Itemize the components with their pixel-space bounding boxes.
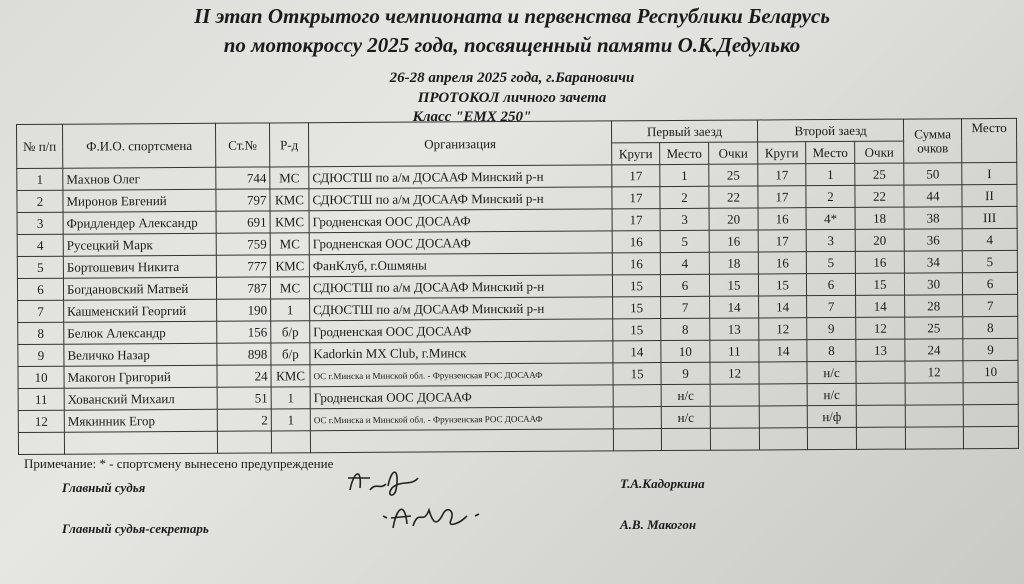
final-place: II — [962, 184, 1017, 206]
start-number: 787 — [216, 277, 270, 299]
row-number: 11 — [18, 388, 64, 410]
race2-laps: 17 — [758, 230, 806, 252]
final-place: 9 — [963, 338, 1018, 360]
header-place: Место — [962, 118, 1017, 162]
race1-position: 10 — [661, 340, 710, 362]
athlete-name: Белюк Александр — [64, 321, 217, 344]
race1-points: 22 — [709, 186, 758, 208]
header-start-number: Ст.№ — [215, 123, 269, 167]
title-line-2: по мотокроссу 2025 года, посвященный памяти О.К.Дедулько — [223, 33, 801, 57]
organization: ОС г.Минска и Минской обл. - Фрунзенская РОС ДОСААФ — [310, 407, 613, 431]
header-race1-laps: Круги — [612, 143, 660, 165]
athlete-name: Мякинник Егор — [64, 409, 217, 432]
race1-laps — [613, 385, 661, 407]
race2-points — [856, 405, 905, 427]
start-number: 691 — [216, 211, 270, 233]
race1-position: 4 — [660, 252, 709, 274]
row-number: 9 — [18, 344, 64, 366]
race2-laps: 14 — [759, 340, 807, 362]
race2-points: 13 — [856, 339, 905, 361]
race2-laps — [759, 362, 807, 384]
race2-laps: 14 — [759, 296, 807, 318]
race1-position: 1 — [660, 164, 709, 186]
race2-laps: 16 — [758, 208, 806, 230]
sport-rank: КМС — [270, 255, 309, 277]
race2-laps: 12 — [759, 318, 807, 340]
start-number: 898 — [217, 343, 271, 365]
header-race1-points: Очки — [709, 142, 758, 164]
race2-position: н/с — [807, 361, 856, 383]
organization: Гродненская ООС ДОСААФ — [310, 319, 613, 343]
race1-points — [710, 384, 759, 406]
race2-points: 20 — [855, 229, 904, 251]
race1-points: 12 — [710, 362, 759, 384]
race1-points: 14 — [710, 296, 759, 318]
athlete-name: Кашменский Георгий — [64, 299, 217, 322]
chief-secretary-signature — [375, 496, 495, 536]
organization: СДЮСТШ по а/м ДОСААФ Минский р-н — [309, 275, 612, 299]
total-points: 30 — [904, 273, 962, 295]
sport-rank: 1 — [271, 409, 310, 431]
sport-rank: б/р — [271, 343, 310, 365]
sport-rank: б/р — [271, 321, 310, 343]
race1-points: 20 — [709, 208, 758, 230]
race2-laps — [759, 384, 807, 406]
race2-laps: 15 — [758, 274, 806, 296]
organization: Гродненская ООС ДОСААФ — [309, 209, 612, 233]
race2-points — [856, 383, 905, 405]
table-row-empty — [18, 426, 1018, 454]
race1-laps: 16 — [612, 231, 660, 253]
race1-position: 8 — [661, 318, 710, 340]
race2-position: 2 — [806, 185, 855, 207]
header-number: № п/п — [17, 124, 63, 168]
athlete-name: Величко Назар — [64, 343, 217, 366]
total-points: 28 — [905, 295, 963, 317]
sport-rank: КМС — [270, 211, 309, 233]
organization: СДЮСТШ по а/м ДОСААФ Минский р-н — [309, 187, 612, 211]
header-organization: Организация — [308, 121, 611, 167]
start-number: 777 — [216, 255, 270, 277]
race2-position: н/с — [807, 383, 856, 405]
sport-rank: 1 — [271, 299, 310, 321]
athlete-name: Махнов Олег — [63, 167, 216, 190]
race1-laps: 16 — [612, 253, 660, 275]
start-number: 24 — [217, 365, 271, 387]
chief-judge-name: Т.А.Кадоркина — [620, 476, 705, 491]
race1-laps: 14 — [613, 341, 661, 363]
race1-laps: 15 — [612, 275, 660, 297]
race2-laps — [759, 406, 807, 428]
total-points: 44 — [904, 185, 962, 207]
race1-laps: 15 — [613, 319, 661, 341]
total-points: 36 — [904, 229, 962, 251]
race1-points: 16 — [709, 230, 758, 252]
start-number: 2 — [217, 409, 271, 431]
header-sum: Сумма очков — [904, 119, 962, 163]
header-race2-position: Место — [806, 141, 855, 163]
protocol-title: ПРОТОКОЛ личного зачета — [417, 90, 607, 106]
race2-points: 14 — [856, 295, 905, 317]
start-number: 759 — [216, 233, 270, 255]
race2-laps: 16 — [758, 252, 806, 274]
header-race-1: Первый заезд — [611, 120, 757, 143]
row-number: 7 — [18, 300, 64, 322]
total-points: 38 — [904, 207, 962, 229]
race2-position: 8 — [807, 339, 856, 361]
athlete-name: Богдановский Матвей — [63, 277, 216, 300]
final-place: 10 — [963, 360, 1018, 382]
organization: СДЮСТШ по а/м ДОСААФ Минский р-н — [310, 297, 613, 321]
row-number: 5 — [17, 256, 63, 278]
race2-points: 22 — [855, 185, 904, 207]
start-number: 744 — [216, 167, 270, 189]
race2-laps: 17 — [758, 186, 806, 208]
total-points: 24 — [905, 339, 963, 361]
race1-position: 9 — [661, 362, 710, 384]
header-name: Ф.И.О. спортсмена — [63, 123, 216, 168]
row-number: 8 — [18, 322, 64, 344]
row-number: 3 — [17, 212, 63, 234]
chief-judge-label: Главный судья — [62, 480, 146, 495]
race2-points: 25 — [855, 163, 904, 185]
race1-points: 15 — [709, 274, 758, 296]
race2-position: 7 — [807, 295, 856, 317]
race1-position: 3 — [660, 208, 709, 230]
header-race-2: Второй заезд — [758, 119, 904, 142]
race2-position: н/ф — [807, 405, 856, 427]
race2-points: 16 — [855, 251, 904, 273]
total-points: 12 — [905, 361, 963, 383]
race2-position: 5 — [806, 251, 855, 273]
row-number: 2 — [17, 190, 63, 212]
race2-position: 3 — [806, 229, 855, 251]
race1-points: 25 — [709, 164, 758, 186]
race1-laps: 15 — [613, 363, 661, 385]
race1-laps: 15 — [613, 297, 661, 319]
row-number: 12 — [18, 410, 64, 432]
sport-rank: 1 — [271, 387, 310, 409]
race2-position: 1 — [806, 163, 855, 185]
athlete-name: Миронов Евгений — [63, 189, 216, 212]
race1-laps — [613, 407, 661, 429]
final-place: I — [962, 162, 1017, 184]
start-number: 156 — [217, 321, 271, 343]
header-race2-points: Очки — [855, 141, 904, 163]
athlete-name: Макогон Григорий — [64, 365, 217, 388]
race1-position: н/с — [661, 406, 710, 428]
event-date-location: 26-28 апреля 2025 года, г.Барановичи — [389, 70, 635, 86]
title-line-1: II этап Открытого чемпионата и первенства Республики Беларусь — [194, 4, 830, 28]
header-rank: Р-д — [269, 123, 308, 167]
row-number: 6 — [17, 278, 63, 300]
race1-position: 7 — [661, 296, 710, 318]
start-number: 51 — [217, 387, 271, 409]
row-number: 4 — [17, 234, 63, 256]
race1-points: 13 — [710, 318, 759, 340]
athlete-name: Фридлендер Александр — [63, 211, 216, 234]
sport-rank: КМС — [270, 189, 309, 211]
race1-laps: 17 — [612, 187, 660, 209]
total-points: 50 — [904, 163, 962, 185]
final-place: 7 — [963, 294, 1018, 316]
final-place — [963, 382, 1018, 404]
chief-secretary-label: Главный судья-секретарь — [62, 521, 209, 536]
race2-position: 6 — [806, 273, 855, 295]
athlete-name: Бортошевич Никита — [63, 255, 216, 278]
start-number: 190 — [217, 299, 271, 321]
header-race2-laps: Круги — [758, 142, 806, 164]
race2-points — [856, 361, 905, 383]
race2-points: 12 — [856, 317, 905, 339]
final-place: 4 — [962, 228, 1017, 250]
class-label: Класс "EMX 250" — [412, 109, 532, 125]
organization: Kadorkin MX Club, г.Минск — [310, 341, 613, 365]
race2-position: 9 — [807, 317, 856, 339]
total-points: 25 — [905, 317, 963, 339]
row-number: 1 — [17, 168, 63, 190]
final-place — [963, 404, 1018, 426]
race1-laps: 17 — [612, 165, 660, 187]
total-points: 34 — [904, 251, 962, 273]
organization: СДЮСТШ по а/м ДОСААФ Минский р-н — [309, 165, 612, 189]
organization: ОС г.Минска и Минской обл. - Фрунзенская РОС ДОСААФ — [310, 363, 613, 387]
sport-rank: КМС — [271, 365, 310, 387]
race2-laps: 17 — [758, 164, 806, 186]
race1-points — [710, 406, 759, 428]
race1-position: н/с — [661, 384, 710, 406]
race2-points: 15 — [855, 273, 904, 295]
athlete-name: Хованский Михаил — [64, 387, 217, 410]
sport-rank: МС — [270, 277, 309, 299]
sport-rank: МС — [270, 167, 309, 189]
race2-points: 18 — [855, 207, 904, 229]
start-number: 797 — [216, 189, 270, 211]
athlete-name: Русецкий Марк — [63, 233, 216, 256]
final-place: 5 — [962, 250, 1017, 272]
final-place: 8 — [963, 316, 1018, 338]
organization: ФанКлуб, г.Ошмяны — [309, 253, 612, 277]
total-points — [905, 383, 963, 405]
row-number: 10 — [18, 366, 64, 388]
race1-position: 5 — [660, 230, 709, 252]
chief-judge-signature — [340, 460, 440, 500]
chief-secretary-name: А.В. Макогон — [620, 517, 697, 532]
race2-position: 4* — [806, 207, 855, 229]
race1-laps: 17 — [612, 209, 660, 231]
final-place: III — [962, 206, 1017, 228]
race1-points: 11 — [710, 340, 759, 362]
organization: Гродненская ООС ДОСААФ — [310, 385, 613, 409]
footnote: Примечание: * - спортсмену вынесено предупреждение — [24, 456, 334, 471]
results-table — [16, 118, 1019, 455]
header-race1-position: Место — [660, 142, 709, 164]
sport-rank: МС — [270, 233, 309, 255]
final-place: 6 — [962, 272, 1017, 294]
total-points — [905, 405, 963, 427]
race1-position: 2 — [660, 186, 709, 208]
race1-position: 6 — [660, 274, 709, 296]
organization: Гродненская ООС ДОСААФ — [309, 231, 612, 255]
race1-points: 18 — [709, 252, 758, 274]
